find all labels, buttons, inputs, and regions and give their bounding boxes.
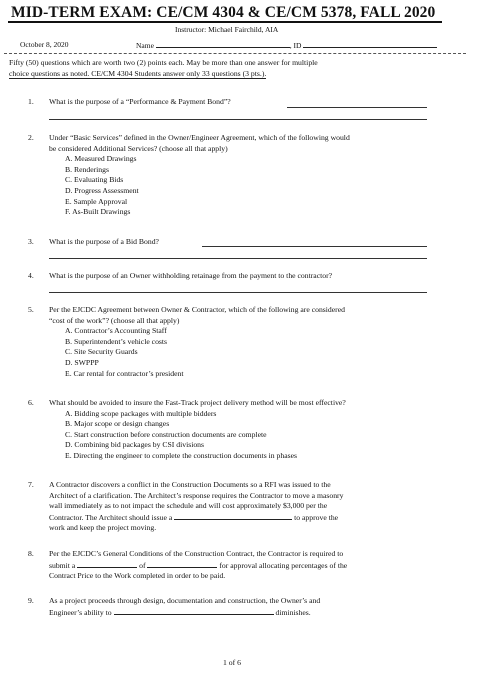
option-b[interactable]: B. Superintendent’s vehicle costs [65,336,168,346]
option-b[interactable]: B. Major scope or design changes [65,419,170,429]
answer-blank[interactable] [49,292,427,293]
answer-blank[interactable] [49,119,427,120]
title-underline [8,21,442,23]
question-text: submit a of for approval allocating percentages of the [49,560,348,570]
answer-blank[interactable] [287,107,427,108]
instructions-line: choice questions as noted. CE/CM 4304 Students answer only 33 questions (3 pts.). [9,68,267,78]
question-4 [28,271,448,282]
answer-blank[interactable] [202,246,427,247]
answer-blank[interactable] [77,560,137,568]
question-text: Contractor. The Architect should issue a to approve the [49,512,339,522]
question-2 [28,133,448,218]
option-e[interactable]: E. Directing the engineer to complete the construction documents in phases [65,450,298,460]
instructions [9,58,449,79]
question-text: What should be avoided to insure the Fast-Track project delivery method will be most effective? [49,398,346,407]
question-9 [28,596,448,618]
option-c[interactable]: C. Site Security Guards [65,347,138,357]
header-divider [4,53,466,54]
option-a[interactable]: A. Contractor’s Accounting Staff [65,326,167,336]
name-label: Name [136,41,154,50]
question-text: Per the EJCDC Agreement between Owner & Contractor, which of the following are considered [49,305,346,314]
question-text: As a project proceeds through design, documentation and construction, the Owner’s and [49,596,321,605]
question-7 [28,480,448,534]
name-blank[interactable] [156,40,290,48]
options-list [65,154,448,218]
question-text: What is the purpose of a Bid Bond? [49,237,159,246]
option-c[interactable]: C. Evaluating Bids [65,175,124,185]
page-number: 1 of 6 [223,658,241,667]
id-blank[interactable] [303,40,437,48]
question-text: be considered Additional Services? (choose all that apply) [49,143,228,153]
question-number: 1. [28,97,34,106]
question-text: Per the EJCDC’s General Conditions of the Construction Contract, the Contractor is required to [49,549,344,558]
question-text: work and keep the project moving. [49,523,157,533]
question-1 [28,97,448,108]
option-d[interactable]: D. SWPPP [65,357,99,367]
option-c[interactable]: C. Start construction before construction documents are complete [65,429,267,439]
instructor-line: Instructor: Michael Fairchild, AIA [175,25,279,34]
exam-title: MID-TERM EXAM: CE/CM 4304 & CE/CM 5378, FALL 2020 [11,4,436,21]
options-list [65,326,448,379]
instructions-line: Fifty (50) questions which are worth two (2) points each. May be more than one answer for multiple [9,58,318,67]
answer-blank[interactable] [49,258,427,259]
id-label: , ID [289,41,302,50]
question-text: “cost of the work”? (choose all that apply) [49,315,180,325]
option-a[interactable]: A. Bidding scope packages with multiple bidders [65,408,217,418]
question-text: What is the purpose of a “Performance & Payment Bond”? [49,97,231,106]
option-f[interactable]: F. As-Built Drawings [65,207,131,217]
question-number: 7. [28,480,34,489]
option-d[interactable]: D. Combining bid packages by CSI divisions [65,440,205,450]
answer-blank[interactable] [174,512,292,520]
question-text: wall immediately as to not impact the schedule and will cost approximately $3,000 per the [49,501,328,511]
question-number: 9. [28,596,34,605]
question-text: Engineer’s ability to diminishes. [49,607,311,617]
question-number: 4. [28,271,34,280]
option-d[interactable]: D. Progress Assessment [65,185,139,195]
option-e[interactable]: E. Car rental for contractor’s president [65,368,184,378]
name-row [136,40,437,50]
question-number: 5. [28,305,34,314]
question-number: 8. [28,549,34,558]
question-5 [28,305,448,379]
option-a[interactable]: A. Measured Drawings [65,154,137,164]
question-text: What is the purpose of an Owner withholding retainage from the payment to the contractor? [49,271,333,280]
question-text: Architect of a clarification. The Architect’s response requires the Contractor to move a masonry [49,490,344,500]
question-number: 6. [28,398,34,407]
question-number: 3. [28,237,34,246]
question-text: Contract Price to the Work completed in order to be paid. [49,571,226,581]
exam-date: October 8, 2020 [20,40,69,49]
answer-blank[interactable] [114,607,274,615]
options-list [65,409,448,462]
question-6 [28,398,448,462]
option-b[interactable]: B. Renderings [65,164,109,174]
question-8 [28,549,448,582]
question-number: 2. [28,133,34,142]
question-text: A Contractor discovers a conflict in the Construction Documents so a RFI was issued to the [49,480,331,489]
option-e[interactable]: E. Sample Approval [65,196,128,206]
question-text: Under “Basic Services” defined in the Owner/Engineer Agreement, which of the following would [49,133,350,142]
answer-blank[interactable] [147,560,217,568]
